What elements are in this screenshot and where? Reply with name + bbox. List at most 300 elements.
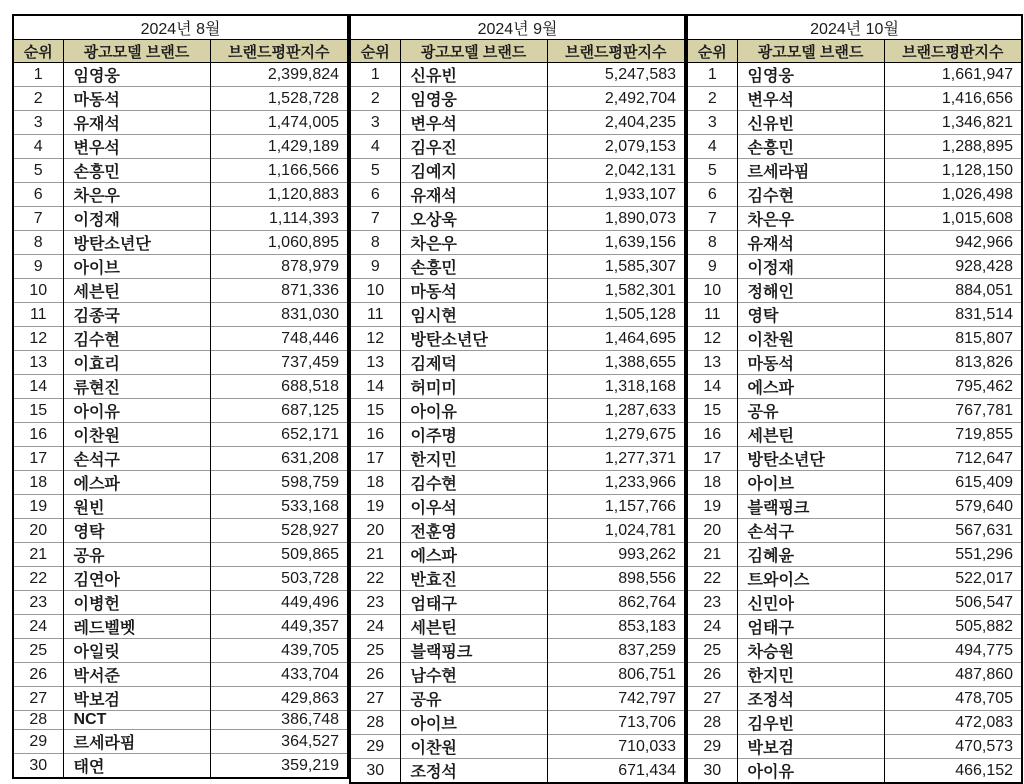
month-table-august xyxy=(12,14,349,779)
brand-cell: 정해인 xyxy=(737,279,884,303)
table-row xyxy=(350,375,685,399)
index-cell: 1,464,695 xyxy=(547,327,685,351)
rank-cell: 12 xyxy=(13,327,63,351)
index-cell: 439,705 xyxy=(210,639,348,663)
brand-cell: 아이브 xyxy=(737,471,884,495)
brand-cell: 반효진 xyxy=(400,567,547,591)
rank-cell: 20 xyxy=(350,519,400,543)
index-cell: 2,079,153 xyxy=(547,135,685,159)
brand-cell: 손석구 xyxy=(63,447,210,471)
index-cell: 1,933,107 xyxy=(547,183,685,207)
table-row xyxy=(350,255,685,279)
brand-cell: 공유 xyxy=(400,687,547,711)
table-row xyxy=(687,519,1022,543)
rank-cell: 29 xyxy=(350,735,400,759)
index-cell: 1,114,393 xyxy=(210,207,348,231)
index-cell: 472,083 xyxy=(884,711,1022,735)
brand-cell: 공유 xyxy=(737,399,884,423)
table-row xyxy=(350,615,685,639)
rank-cell: 4 xyxy=(13,135,63,159)
brand-cell: 유재석 xyxy=(63,111,210,135)
brand-cell: 방탄소년단 xyxy=(63,231,210,255)
rank-cell: 10 xyxy=(687,279,737,303)
rank-cell: 6 xyxy=(687,183,737,207)
index-cell: 831,514 xyxy=(884,303,1022,327)
brand-cell: 마동석 xyxy=(400,279,547,303)
rank-cell: 27 xyxy=(350,687,400,711)
table-row xyxy=(13,327,348,351)
index-cell: 2,492,704 xyxy=(547,87,685,111)
table-row xyxy=(350,495,685,519)
brand-cell: 조정석 xyxy=(400,759,547,784)
table-row xyxy=(687,351,1022,375)
index-cell: 831,030 xyxy=(210,303,348,327)
rank-cell: 11 xyxy=(13,303,63,327)
index-cell: 837,259 xyxy=(547,639,685,663)
table-row xyxy=(350,63,685,87)
brand-cell: 아이브 xyxy=(400,711,547,735)
brand-cell: 손흥민 xyxy=(400,255,547,279)
table-row xyxy=(687,279,1022,303)
table-row xyxy=(350,591,685,615)
index-cell: 364,527 xyxy=(210,730,348,754)
brand-cell: 차승원 xyxy=(737,639,884,663)
rank-cell: 7 xyxy=(350,207,400,231)
table-row xyxy=(13,543,348,567)
index-cell: 1,015,608 xyxy=(884,207,1022,231)
index-cell: 671,434 xyxy=(547,759,685,784)
brand-column-header: 광고모델 브랜드 xyxy=(63,40,210,63)
rank-cell: 2 xyxy=(13,87,63,111)
table-row xyxy=(350,423,685,447)
index-cell: 522,017 xyxy=(884,567,1022,591)
table-row xyxy=(687,255,1022,279)
brand-cell: 김수현 xyxy=(400,471,547,495)
table-row xyxy=(13,183,348,207)
rank-cell: 25 xyxy=(13,639,63,663)
table-row xyxy=(687,231,1022,255)
brand-cell: 신유빈 xyxy=(400,63,547,87)
brand-cell: 임영웅 xyxy=(63,63,210,87)
rank-column-header: 순위 xyxy=(687,40,737,63)
index-cell: 533,168 xyxy=(210,495,348,519)
rank-cell: 12 xyxy=(687,327,737,351)
rank-cell: 15 xyxy=(13,399,63,423)
table-row xyxy=(350,207,685,231)
rank-cell: 2 xyxy=(350,87,400,111)
rank-cell: 17 xyxy=(687,447,737,471)
brand-cell: 한지민 xyxy=(737,663,884,687)
index-cell: 1,505,128 xyxy=(547,303,685,327)
rank-cell: 24 xyxy=(13,615,63,639)
rank-cell: 5 xyxy=(350,159,400,183)
rank-cell: 10 xyxy=(13,279,63,303)
table-row xyxy=(687,735,1022,759)
table-row xyxy=(350,519,685,543)
table-row xyxy=(13,754,348,779)
table-row xyxy=(350,399,685,423)
table-row xyxy=(350,663,685,687)
index-cell: 795,462 xyxy=(884,375,1022,399)
table-row xyxy=(687,63,1022,87)
rank-cell: 20 xyxy=(687,519,737,543)
table-row xyxy=(350,327,685,351)
brand-cell: 이효리 xyxy=(63,351,210,375)
rank-cell: 21 xyxy=(350,543,400,567)
rank-cell: 6 xyxy=(13,183,63,207)
rank-cell: 16 xyxy=(13,423,63,447)
table-row xyxy=(13,135,348,159)
table-row xyxy=(350,543,685,567)
brand-cell: 블랙핑크 xyxy=(737,495,884,519)
rank-cell: 19 xyxy=(350,495,400,519)
table-row xyxy=(350,471,685,495)
brand-cell: 아이유 xyxy=(737,759,884,784)
rank-cell: 13 xyxy=(350,351,400,375)
index-cell: 1,639,156 xyxy=(547,231,685,255)
table-row xyxy=(687,639,1022,663)
index-cell: 494,775 xyxy=(884,639,1022,663)
index-cell: 1,582,301 xyxy=(547,279,685,303)
rank-cell: 23 xyxy=(687,591,737,615)
rank-column-header: 순위 xyxy=(350,40,400,63)
index-cell: 359,219 xyxy=(210,754,348,779)
table-row xyxy=(687,135,1022,159)
index-cell: 942,966 xyxy=(884,231,1022,255)
brand-cell: 공유 xyxy=(63,543,210,567)
brand-cell: 이우석 xyxy=(400,495,547,519)
brand-cell: 이찬원 xyxy=(400,735,547,759)
month-title: 2024년 9월 xyxy=(350,15,685,40)
index-cell: 579,640 xyxy=(884,495,1022,519)
index-cell: 1,166,566 xyxy=(210,159,348,183)
rank-cell: 27 xyxy=(687,687,737,711)
index-cell: 1,474,005 xyxy=(210,111,348,135)
table-row xyxy=(13,567,348,591)
index-cell: 1,233,966 xyxy=(547,471,685,495)
table-row xyxy=(687,543,1022,567)
index-cell: 551,296 xyxy=(884,543,1022,567)
table-row xyxy=(687,471,1022,495)
brand-cell: 에스파 xyxy=(737,375,884,399)
index-cell: 871,336 xyxy=(210,279,348,303)
index-cell: 1,585,307 xyxy=(547,255,685,279)
rank-cell: 16 xyxy=(687,423,737,447)
table-row xyxy=(687,759,1022,784)
brand-cell: 세븐틴 xyxy=(400,615,547,639)
table-row xyxy=(13,207,348,231)
brand-cell: 에스파 xyxy=(63,471,210,495)
rank-cell: 15 xyxy=(350,399,400,423)
table-row xyxy=(13,687,348,711)
table-row xyxy=(13,279,348,303)
rank-cell: 29 xyxy=(687,735,737,759)
rank-cell: 30 xyxy=(13,754,63,779)
brand-cell: 전훈영 xyxy=(400,519,547,543)
brand-cell: 영탁 xyxy=(737,303,884,327)
month-table-september xyxy=(349,14,686,784)
month-title: 2024년 8월 xyxy=(13,15,348,40)
table-row xyxy=(350,687,685,711)
table-row xyxy=(13,111,348,135)
rank-cell: 3 xyxy=(13,111,63,135)
brand-cell: 차은우 xyxy=(400,231,547,255)
rank-cell: 10 xyxy=(350,279,400,303)
brand-cell: 이정재 xyxy=(63,207,210,231)
index-cell: 1,287,633 xyxy=(547,399,685,423)
index-column-header: 브랜드평판지수 xyxy=(884,40,1022,63)
table-row xyxy=(350,135,685,159)
brand-cell: 세븐틴 xyxy=(737,423,884,447)
rank-cell: 25 xyxy=(687,639,737,663)
table-row xyxy=(350,447,685,471)
brand-cell: 방탄소년단 xyxy=(737,447,884,471)
table-row xyxy=(687,495,1022,519)
brand-cell: 박보검 xyxy=(737,735,884,759)
brand-cell: 변우석 xyxy=(63,135,210,159)
index-cell: 598,759 xyxy=(210,471,348,495)
brand-cell: 김우빈 xyxy=(737,711,884,735)
index-cell: 466,152 xyxy=(884,759,1022,784)
rank-cell: 4 xyxy=(687,135,737,159)
table-row xyxy=(13,730,348,754)
index-cell: 742,797 xyxy=(547,687,685,711)
brand-cell: 신민아 xyxy=(737,591,884,615)
index-cell: 2,042,131 xyxy=(547,159,685,183)
brand-cell: 임영웅 xyxy=(737,63,884,87)
table-row xyxy=(687,711,1022,735)
table-row xyxy=(13,255,348,279)
table-row xyxy=(13,519,348,543)
brand-cell: 박서준 xyxy=(63,663,210,687)
table-row xyxy=(687,399,1022,423)
index-cell: 1,661,947 xyxy=(884,63,1022,87)
rank-cell: 28 xyxy=(350,711,400,735)
month-title-row xyxy=(350,15,685,40)
table-row xyxy=(687,111,1022,135)
rank-cell: 26 xyxy=(13,663,63,687)
index-cell: 503,728 xyxy=(210,567,348,591)
index-cell: 1,346,821 xyxy=(884,111,1022,135)
rank-cell: 13 xyxy=(687,351,737,375)
table-row xyxy=(13,639,348,663)
index-cell: 505,882 xyxy=(884,615,1022,639)
rank-cell: 18 xyxy=(687,471,737,495)
rank-cell: 9 xyxy=(13,255,63,279)
brand-cell: 손흥민 xyxy=(737,135,884,159)
table-row xyxy=(13,87,348,111)
table-row xyxy=(350,303,685,327)
rank-cell: 20 xyxy=(13,519,63,543)
table-row xyxy=(13,471,348,495)
rank-cell: 26 xyxy=(350,663,400,687)
rank-cell: 28 xyxy=(13,711,63,730)
index-cell: 1,026,498 xyxy=(884,183,1022,207)
rank-cell: 12 xyxy=(350,327,400,351)
index-cell: 878,979 xyxy=(210,255,348,279)
rank-cell: 23 xyxy=(350,591,400,615)
rank-cell: 9 xyxy=(687,255,737,279)
brand-cell: 임영웅 xyxy=(400,87,547,111)
brand-cell: 레드벨벳 xyxy=(63,615,210,639)
brand-column-header: 광고모델 브랜드 xyxy=(400,40,547,63)
rank-cell: 27 xyxy=(13,687,63,711)
rank-cell: 25 xyxy=(350,639,400,663)
brand-cell: NCT xyxy=(63,711,210,730)
table-row xyxy=(687,591,1022,615)
rank-cell: 5 xyxy=(13,159,63,183)
brand-cell: 르세라핌 xyxy=(63,730,210,754)
table-row xyxy=(687,567,1022,591)
table-row xyxy=(13,663,348,687)
table-row xyxy=(13,303,348,327)
index-cell: 928,428 xyxy=(884,255,1022,279)
table-row xyxy=(350,759,685,784)
rank-cell: 26 xyxy=(687,663,737,687)
index-cell: 737,459 xyxy=(210,351,348,375)
brand-cell: 이찬원 xyxy=(63,423,210,447)
index-cell: 1,890,073 xyxy=(547,207,685,231)
brand-cell: 트와이스 xyxy=(737,567,884,591)
rank-cell: 24 xyxy=(687,615,737,639)
brand-cell: 마동석 xyxy=(63,87,210,111)
rank-cell: 30 xyxy=(350,759,400,784)
index-cell: 767,781 xyxy=(884,399,1022,423)
brand-cell: 김종국 xyxy=(63,303,210,327)
index-cell: 1,120,883 xyxy=(210,183,348,207)
brand-reputation-ranking-tables xyxy=(12,14,1017,781)
rank-cell: 14 xyxy=(350,375,400,399)
rank-cell: 21 xyxy=(13,543,63,567)
brand-cell: 김연아 xyxy=(63,567,210,591)
rank-cell: 24 xyxy=(350,615,400,639)
index-cell: 712,647 xyxy=(884,447,1022,471)
rank-cell: 29 xyxy=(13,730,63,754)
table-row xyxy=(13,399,348,423)
index-cell: 2,404,235 xyxy=(547,111,685,135)
rank-cell: 2 xyxy=(687,87,737,111)
table-row xyxy=(13,423,348,447)
table-row xyxy=(13,711,348,730)
brand-cell: 이정재 xyxy=(737,255,884,279)
rank-cell: 30 xyxy=(687,759,737,784)
brand-cell: 허미미 xyxy=(400,375,547,399)
table-row xyxy=(350,183,685,207)
month-title: 2024년 10월 xyxy=(687,15,1022,40)
brand-cell: 변우석 xyxy=(400,111,547,135)
rank-cell: 17 xyxy=(350,447,400,471)
index-cell: 713,706 xyxy=(547,711,685,735)
brand-cell: 김혜윤 xyxy=(737,543,884,567)
rank-cell: 4 xyxy=(350,135,400,159)
index-cell: 710,033 xyxy=(547,735,685,759)
brand-cell: 방탄소년단 xyxy=(400,327,547,351)
brand-cell: 김제덕 xyxy=(400,351,547,375)
rank-cell: 28 xyxy=(687,711,737,735)
brand-cell: 엄태구 xyxy=(737,615,884,639)
brand-cell: 영탁 xyxy=(63,519,210,543)
table-row xyxy=(13,591,348,615)
brand-cell: 김예지 xyxy=(400,159,547,183)
rank-cell: 8 xyxy=(350,231,400,255)
brand-column-header: 광고모델 브랜드 xyxy=(737,40,884,63)
rank-cell: 1 xyxy=(687,63,737,87)
rank-column-header: 순위 xyxy=(13,40,63,63)
table-row xyxy=(687,207,1022,231)
index-cell: 1,318,168 xyxy=(547,375,685,399)
brand-cell: 세븐틴 xyxy=(63,279,210,303)
index-cell: 806,751 xyxy=(547,663,685,687)
column-header-row xyxy=(13,40,348,63)
brand-cell: 손석구 xyxy=(737,519,884,543)
rank-cell: 14 xyxy=(687,375,737,399)
index-cell: 1,277,371 xyxy=(547,447,685,471)
table-row xyxy=(687,423,1022,447)
table-row xyxy=(687,687,1022,711)
table-row xyxy=(687,183,1022,207)
rank-cell: 3 xyxy=(687,111,737,135)
rank-cell: 1 xyxy=(13,63,63,87)
index-cell: 1,288,895 xyxy=(884,135,1022,159)
index-cell: 853,183 xyxy=(547,615,685,639)
index-cell: 631,208 xyxy=(210,447,348,471)
brand-cell: 마동석 xyxy=(737,351,884,375)
index-cell: 5,247,583 xyxy=(547,63,685,87)
index-cell: 687,125 xyxy=(210,399,348,423)
table-row xyxy=(13,495,348,519)
table-row xyxy=(350,87,685,111)
table-row xyxy=(687,327,1022,351)
index-cell: 884,051 xyxy=(884,279,1022,303)
month-title-row xyxy=(687,15,1022,40)
index-cell: 1,157,766 xyxy=(547,495,685,519)
table-row xyxy=(13,615,348,639)
index-cell: 1,388,655 xyxy=(547,351,685,375)
brand-cell: 아이유 xyxy=(400,399,547,423)
rank-cell: 15 xyxy=(687,399,737,423)
table-row xyxy=(687,159,1022,183)
index-cell: 509,865 xyxy=(210,543,348,567)
rank-cell: 18 xyxy=(13,471,63,495)
table-row xyxy=(350,567,685,591)
rank-cell: 19 xyxy=(13,495,63,519)
index-cell: 1,416,656 xyxy=(884,87,1022,111)
brand-cell: 이병헌 xyxy=(63,591,210,615)
index-cell: 688,518 xyxy=(210,375,348,399)
rank-cell: 22 xyxy=(687,567,737,591)
brand-cell: 유재석 xyxy=(400,183,547,207)
brand-cell: 태연 xyxy=(63,754,210,779)
index-cell: 1,060,895 xyxy=(210,231,348,255)
rank-cell: 22 xyxy=(350,567,400,591)
rank-cell: 7 xyxy=(13,207,63,231)
index-column-header: 브랜드평판지수 xyxy=(547,40,685,63)
brand-cell: 차은우 xyxy=(737,207,884,231)
brand-cell: 조정석 xyxy=(737,687,884,711)
index-cell: 898,556 xyxy=(547,567,685,591)
index-cell: 386,748 xyxy=(210,711,348,730)
rank-cell: 3 xyxy=(350,111,400,135)
index-cell: 1,429,189 xyxy=(210,135,348,159)
index-cell: 993,262 xyxy=(547,543,685,567)
table-row xyxy=(13,63,348,87)
index-cell: 1,279,675 xyxy=(547,423,685,447)
rank-cell: 9 xyxy=(350,255,400,279)
index-cell: 478,705 xyxy=(884,687,1022,711)
brand-cell: 원빈 xyxy=(63,495,210,519)
rank-cell: 13 xyxy=(13,351,63,375)
brand-cell: 오상욱 xyxy=(400,207,547,231)
